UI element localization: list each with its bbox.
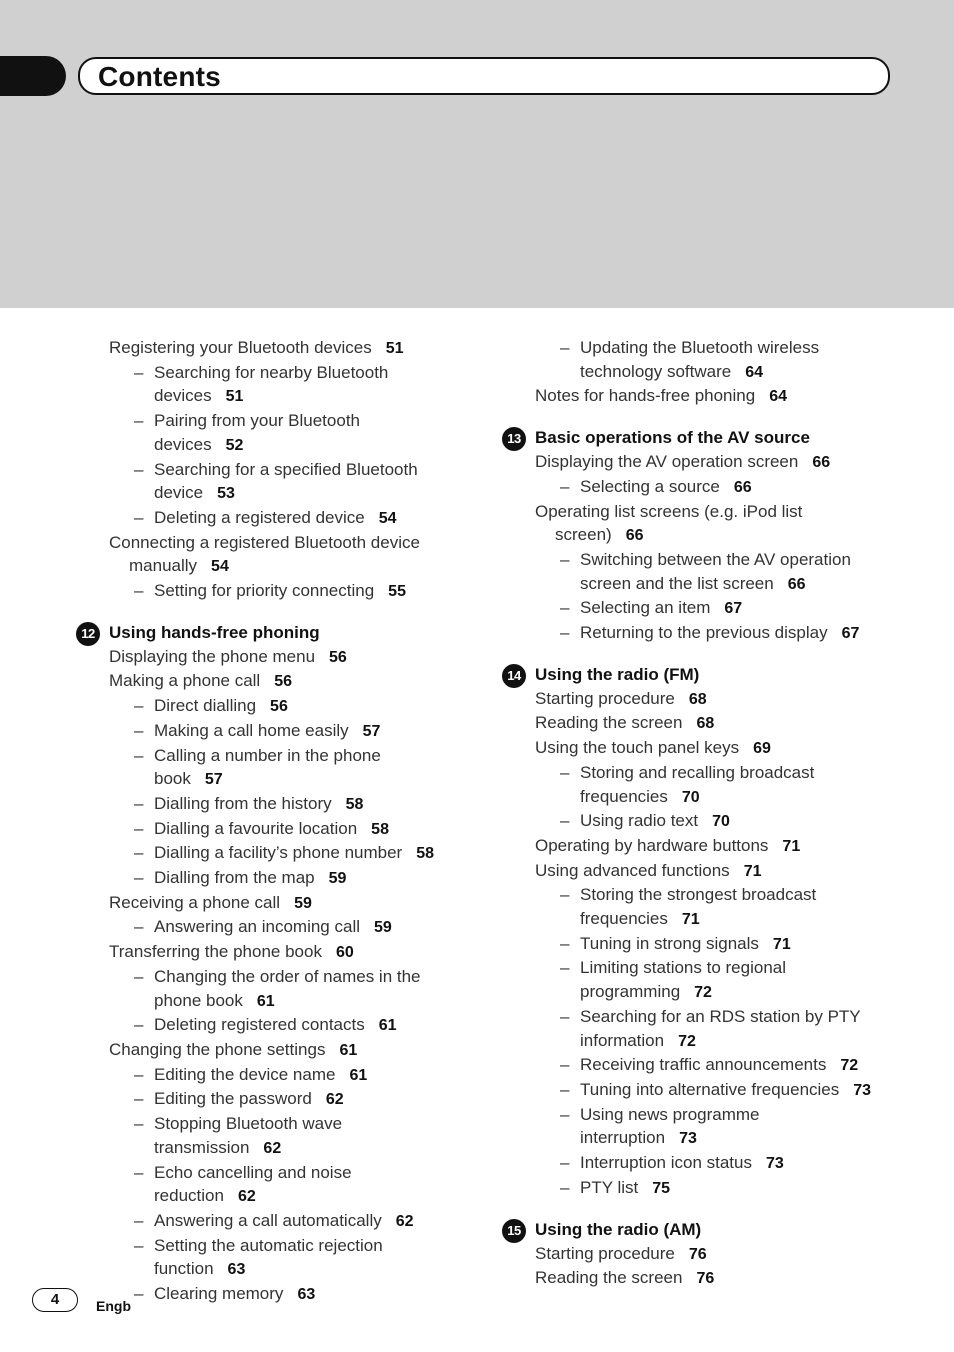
toc-subentry-line: [580, 1176, 906, 1201]
toc-subentry-line: [580, 1126, 906, 1151]
section-title: Basic operations of the AV source: [535, 428, 810, 448]
toc-subentry-title: information: [580, 1030, 665, 1050]
toc-subentry-title: interruption: [580, 1128, 666, 1148]
toc-subentry[interactable]: [60, 694, 460, 719]
dash-bullet: –: [134, 1064, 144, 1084]
dash-bullet: –: [560, 933, 570, 953]
toc-subentry-line: [154, 989, 460, 1014]
toc-subentry-line: [154, 481, 460, 506]
toc-subentry-line: [154, 1282, 460, 1307]
toc-subentry-title: programming: [580, 982, 681, 1002]
dash-bullet: –: [560, 1153, 570, 1173]
toc-subentry-title: Updating the Bluetooth wireless: [580, 338, 820, 357]
toc-page-number: 64: [745, 363, 763, 381]
toc-page-number: 58: [345, 795, 364, 813]
toc-page-number: 61: [256, 992, 275, 1010]
toc-entry[interactable]: [60, 531, 460, 579]
toc-subentry[interactable]: [60, 361, 460, 409]
toc-subentry-title: Editing the device name: [154, 1064, 336, 1084]
toc-subentry-line: [154, 792, 460, 817]
toc-subentry-line: [580, 475, 906, 500]
toc-subentry[interactable]: [486, 1151, 906, 1176]
dash-bullet: –: [134, 843, 144, 863]
toc-entry[interactable]: [486, 1266, 906, 1291]
toc-page-number: 67: [724, 600, 743, 618]
toc-page-number: 73: [679, 1130, 697, 1148]
toc-page-number: 61: [339, 1041, 358, 1059]
toc-entry-title: Changing the phone settings: [109, 1039, 326, 1059]
toc-subentry[interactable]: [60, 1112, 460, 1160]
dash-bullet: –: [134, 411, 144, 431]
toc-page-number: 57: [204, 771, 223, 789]
toc-subentry-title: Echo cancelling and noise: [154, 1162, 352, 1182]
toc-entry-title: Registering your Bluetooth devices: [109, 338, 372, 357]
toc-subentry[interactable]: [60, 1209, 460, 1234]
toc-subentry-line: [580, 809, 906, 834]
toc-entry-title: Operating list screens (e.g. iPod list: [535, 501, 803, 521]
toc-subentry[interactable]: [486, 761, 906, 809]
toc-page-number: 56: [329, 648, 347, 666]
toc-subentry[interactable]: [60, 1234, 460, 1282]
toc-entry[interactable]: [486, 450, 906, 475]
dash-bullet: –: [134, 507, 144, 527]
toc-subentry[interactable]: [486, 548, 906, 596]
toc-subentry-title: Deleting a registered device: [154, 507, 365, 527]
toc-page-number: 56: [270, 698, 288, 716]
section-number-badge: 14: [502, 664, 526, 688]
toc-page-number: 62: [237, 1188, 256, 1206]
toc-page-number: 66: [787, 575, 806, 593]
dash-bullet: –: [560, 1104, 570, 1124]
toc-entry-title: Receiving a phone call: [109, 892, 281, 912]
toc-subentry[interactable]: [486, 1078, 906, 1103]
toc-subentry-title: transmission: [154, 1137, 250, 1157]
toc-entry[interactable]: [60, 1038, 460, 1063]
toc-subentry-title: Tuning into alternative frequencies: [580, 1079, 840, 1099]
toc-subentry-line: [580, 980, 906, 1005]
dash-bullet: –: [560, 1055, 570, 1075]
toc-subentry-title: Dialling from the map: [154, 868, 315, 888]
toc-subentry[interactable]: [486, 809, 906, 834]
toc-entry-title: Displaying the phone menu: [109, 646, 316, 666]
toc-entry-title: Starting procedure: [535, 688, 675, 708]
toc-subentry-title: technology software: [580, 361, 732, 381]
toc-subentry-title: frequencies: [580, 786, 668, 806]
toc-subentry[interactable]: [60, 1087, 460, 1112]
toc-subentry-title: Calling a number in the phone: [154, 745, 381, 765]
toc-subentry[interactable]: [486, 883, 906, 931]
toc-subentry-line: [154, 1209, 460, 1234]
dash-bullet: –: [134, 868, 144, 888]
toc-subentry-title: Deleting registered contacts: [154, 1015, 365, 1035]
toc-page-number: 63: [227, 1261, 246, 1279]
toc-subentry-line: [154, 719, 460, 744]
toc-page-number: 60: [335, 944, 354, 962]
toc-subentry-line: [580, 785, 906, 810]
toc-subentry[interactable]: [60, 817, 460, 842]
toc-subentry-line: [580, 1078, 906, 1103]
dash-bullet: –: [134, 818, 144, 838]
dash-bullet: –: [134, 1015, 144, 1035]
toc-subentry[interactable]: [486, 1053, 906, 1078]
section-number-badge: 15: [502, 1219, 526, 1243]
toc-subentry-title: Dialling a facility’s phone number: [154, 843, 403, 863]
toc-subentry-line: [154, 694, 460, 719]
toc-subentry-title: device: [154, 483, 204, 503]
toc-page-number: 63: [297, 1286, 316, 1304]
toc-subentry-title: Searching for nearby Bluetooth: [154, 362, 389, 382]
toc-subentry[interactable]: [486, 1103, 906, 1151]
toc-subentry-title: Answering a call automatically: [154, 1210, 382, 1230]
toc-subentry-title: Searching for a specified Bluetooth: [154, 459, 418, 479]
dash-bullet: –: [560, 1006, 570, 1026]
toc-subentry-title: Returning to the previous display: [580, 623, 828, 643]
toc-subentry-line: [580, 621, 906, 646]
dash-bullet: –: [134, 1089, 144, 1109]
toc-page-number: 62: [395, 1212, 414, 1230]
toc-subentry[interactable]: [486, 1005, 906, 1053]
toc-page-number: 53: [217, 485, 235, 503]
dash-bullet: –: [134, 459, 144, 479]
toc-page-number: 58: [416, 845, 435, 863]
toc-page-number: 51: [225, 388, 244, 406]
toc-subentry-title: Editing the password: [154, 1089, 312, 1109]
toc-subentry-title: devices: [154, 434, 212, 454]
dash-bullet: –: [560, 762, 570, 782]
title-box: [78, 57, 890, 95]
dash-bullet: –: [134, 1114, 144, 1134]
toc-subentry[interactable]: [60, 506, 460, 531]
toc-page-number: 68: [696, 715, 715, 733]
toc-entry[interactable]: [60, 336, 460, 361]
toc-right-column: [486, 336, 906, 1291]
toc-subentry-title: Storing and recalling broadcast: [580, 762, 815, 782]
toc-entry-title: Displaying the AV operation screen: [535, 452, 799, 472]
toc-subentry-line: [580, 907, 906, 932]
chapter-tab: [0, 56, 66, 96]
toc-page-number: 62: [325, 1091, 344, 1109]
toc-entry-title-cont: screen): [555, 525, 612, 545]
section-title: Using the radio (FM): [535, 664, 700, 684]
toc-page-number: 61: [349, 1066, 368, 1084]
toc-page-number: 72: [678, 1032, 696, 1050]
toc-subentry-line: [154, 841, 460, 866]
toc-page-number: 66: [733, 478, 752, 496]
toc-subentry-line: [580, 932, 906, 957]
toc-subentry-line: [154, 433, 460, 458]
page-title: Contents: [98, 61, 221, 92]
toc-page-number: 59: [374, 919, 392, 937]
toc-subentry-title: Selecting an item: [580, 598, 711, 618]
toc-subentry-line: [154, 1013, 460, 1038]
section-heading: [60, 621, 460, 645]
dash-bullet: –: [560, 338, 570, 357]
toc-page-number: 56: [274, 673, 293, 691]
toc-subentry[interactable]: [486, 621, 906, 646]
header-band: [0, 0, 954, 308]
toc-subentry[interactable]: [60, 579, 460, 604]
dash-bullet: –: [560, 958, 570, 978]
toc-subentry[interactable]: [60, 841, 460, 866]
toc-entry-continuation: [535, 523, 906, 548]
toc-subentry-title: Storing the strongest broadcast: [580, 885, 817, 905]
toc-subentry-line: [154, 579, 460, 604]
toc-subentry-line: [154, 915, 460, 940]
toc-subentry-line: [580, 360, 906, 385]
dash-bullet: –: [134, 1235, 144, 1255]
toc-entry[interactable]: [60, 669, 460, 694]
dash-bullet: –: [560, 623, 570, 643]
toc-page-number: 68: [688, 690, 707, 708]
toc-page-number: 76: [688, 1245, 707, 1263]
toc-subentry-line: [154, 1063, 460, 1088]
section-heading: [486, 1218, 906, 1242]
toc-page-number: 57: [362, 722, 381, 740]
toc-subentry-line: [580, 1053, 906, 1078]
toc-subentry-title: frequencies: [580, 909, 668, 929]
section-title: Using hands-free phoning: [109, 622, 320, 642]
dash-bullet: –: [560, 1079, 570, 1099]
toc-entry[interactable]: [486, 834, 906, 859]
toc-page-number: 54: [211, 558, 229, 576]
toc-page-number: 76: [696, 1270, 715, 1288]
toc-subentry[interactable]: [60, 1063, 460, 1088]
toc-entry-title: Starting procedure: [535, 1243, 675, 1263]
toc-entry[interactable]: [60, 891, 460, 916]
toc-subentry-title: Tuning in strong signals: [580, 933, 759, 953]
toc-page-number: 71: [772, 935, 791, 953]
toc-subentry-title: function: [154, 1259, 214, 1279]
toc-subentry[interactable]: [486, 475, 906, 500]
dash-bullet: –: [560, 811, 570, 831]
toc-page-number: 52: [225, 436, 244, 454]
toc-entry[interactable]: [486, 859, 906, 884]
toc-subentry[interactable]: [486, 932, 906, 957]
toc-subentry[interactable]: [60, 866, 460, 891]
toc-subentry-line: [154, 1136, 460, 1161]
toc-page-number: 72: [694, 984, 712, 1002]
toc-page-number: 64: [769, 388, 787, 406]
toc-page-number: 58: [371, 820, 389, 838]
toc-page-number: 59: [328, 870, 347, 888]
toc-page-number: 73: [765, 1155, 784, 1173]
toc-subentry-title: Making a call home easily: [154, 720, 349, 740]
dash-bullet: –: [560, 885, 570, 905]
toc-entry[interactable]: [486, 1242, 906, 1267]
toc-subentry-line: [154, 866, 460, 891]
dash-bullet: –: [560, 549, 570, 569]
toc-subentry-title: Direct dialling: [154, 696, 257, 716]
toc-subentry[interactable]: [60, 1013, 460, 1038]
toc-subentry-line: [154, 506, 460, 531]
dash-bullet: –: [134, 745, 144, 765]
page-number: 4: [32, 1288, 78, 1312]
toc-subentry-title: Pairing from your Bluetooth: [154, 411, 360, 431]
dash-bullet: –: [560, 476, 570, 496]
toc-subentry[interactable]: [60, 458, 460, 506]
section-title: Using the radio (AM): [535, 1219, 702, 1239]
toc-page-number: 61: [378, 1017, 397, 1035]
dash-bullet: –: [134, 581, 144, 601]
toc-subentry-line: [154, 1087, 460, 1112]
language-code: Engb: [96, 1298, 131, 1314]
toc-entry-continuation: [109, 554, 460, 579]
toc-page-number: 75: [652, 1179, 671, 1197]
dash-bullet: –: [134, 720, 144, 740]
toc-entry[interactable]: [486, 500, 906, 548]
toc-subentry-title: Using news programme: [580, 1104, 760, 1124]
toc-subentry-title: Changing the order of names in the: [154, 966, 421, 986]
toc-entry[interactable]: [60, 940, 460, 965]
toc-subentry[interactable]: [60, 915, 460, 940]
toc-entry-title: Making a phone call: [109, 671, 261, 691]
toc-page-number: 55: [388, 583, 406, 601]
toc-subentry-line: [154, 767, 460, 792]
toc-page-number: 69: [753, 740, 771, 758]
toc-subentry-title: Receiving traffic announcements: [580, 1055, 827, 1075]
toc-subentry-line: [580, 1151, 906, 1176]
toc-page-number: 71: [681, 911, 700, 929]
dash-bullet: –: [134, 696, 144, 716]
toc-subentry-line: [580, 596, 906, 621]
toc-subentry-title: Stopping Bluetooth wave: [154, 1114, 343, 1134]
section-number-badge: 13: [502, 427, 526, 451]
toc-subentry-title: Answering an incoming call: [154, 917, 360, 937]
section-heading: [486, 426, 906, 450]
toc-subentry[interactable]: [60, 409, 460, 457]
toc-subentry[interactable]: [486, 1176, 906, 1201]
dash-bullet: –: [134, 793, 144, 813]
toc-subentry[interactable]: [60, 965, 460, 1013]
toc-entry-title: Operating by hardware buttons: [535, 835, 769, 855]
toc-subentry-title: reduction: [154, 1186, 224, 1206]
toc-subentry-title: Setting the automatic rejection: [154, 1235, 383, 1255]
toc-page-number: 70: [712, 813, 730, 831]
toc-subentry[interactable]: [60, 1161, 460, 1209]
toc-subentry-title: Selecting a source: [580, 476, 720, 496]
toc-entry[interactable]: [486, 736, 906, 761]
toc-page-number: 66: [625, 527, 644, 545]
toc-page-number: 51: [385, 340, 404, 357]
toc-entry[interactable]: [60, 645, 460, 670]
toc-subentry-line: [580, 1029, 906, 1054]
toc-subentry-line: [154, 1257, 460, 1282]
dash-bullet: –: [134, 1162, 144, 1182]
toc-entry-title: Reading the screen: [535, 713, 683, 733]
dash-bullet: –: [560, 1177, 570, 1197]
toc-page-number: 62: [263, 1139, 282, 1157]
toc-entry-title: Using advanced functions: [535, 860, 730, 880]
toc-subentry-line: [580, 572, 906, 597]
toc-subentry[interactable]: [60, 719, 460, 744]
toc-subentry[interactable]: [486, 336, 906, 384]
toc-entry-title: Reading the screen: [535, 1268, 683, 1288]
toc-page-number: 54: [378, 509, 397, 527]
toc-page-number: 73: [853, 1081, 872, 1099]
toc-subentry-line: [154, 817, 460, 842]
toc-subentry-title: Using radio text: [580, 811, 699, 831]
toc-subentry-title: phone book: [154, 990, 243, 1010]
toc-page-number: 67: [841, 625, 860, 643]
toc-page-number: 71: [782, 837, 801, 855]
toc-entry[interactable]: [486, 384, 906, 409]
toc-subentry-line: [154, 384, 460, 409]
toc-subentry-title: Searching for an RDS station by PTY: [580, 1006, 861, 1026]
toc-entry-title: Using the touch panel keys: [535, 738, 740, 758]
toc-subentry[interactable]: [486, 956, 906, 1004]
toc-subentry-title: Switching between the AV operation: [580, 549, 851, 569]
toc-entry-title-cont: manually: [129, 556, 198, 576]
dash-bullet: –: [134, 1210, 144, 1230]
toc-left-column: [60, 336, 460, 1307]
toc-entry-title: Transferring the phone book: [109, 942, 322, 962]
dash-bullet: –: [134, 362, 144, 382]
toc-subentry-title: devices: [154, 386, 212, 406]
toc-subentry-title: screen and the list screen: [580, 573, 774, 593]
toc-subentry[interactable]: [60, 792, 460, 817]
toc-page-number: 66: [812, 454, 831, 472]
toc-page-number: 72: [840, 1057, 859, 1075]
dash-bullet: –: [134, 1284, 144, 1304]
toc-subentry-title: Limiting stations to regional: [580, 958, 787, 978]
toc-subentry-title: Setting for priority connecting: [154, 581, 375, 601]
toc-entry-title: Connecting a registered Bluetooth device: [109, 532, 420, 552]
toc-subentry-title: Interruption icon status: [580, 1153, 752, 1173]
toc-subentry-title: Dialling from the history: [154, 793, 332, 813]
toc-subentry-title: Dialling a favourite location: [154, 818, 358, 838]
section-number-badge: 12: [76, 622, 100, 646]
toc-page-number: 71: [743, 862, 762, 880]
toc-subentry-title: book: [154, 769, 191, 789]
section-heading: [486, 663, 906, 687]
toc-subentry[interactable]: [486, 596, 906, 621]
toc-subentry-line: [154, 1184, 460, 1209]
dash-bullet: –: [560, 598, 570, 618]
dash-bullet: –: [134, 966, 144, 986]
toc-entry-title: Notes for hands-free phoning: [535, 386, 756, 406]
toc-subentry-title: Clearing memory: [154, 1284, 284, 1304]
dash-bullet: –: [134, 917, 144, 937]
toc-entry[interactable]: [486, 711, 906, 736]
toc-entry[interactable]: [486, 687, 906, 712]
toc-subentry-title: PTY list: [580, 1177, 639, 1197]
toc-page-number: 70: [681, 788, 700, 806]
toc-subentry[interactable]: [60, 744, 460, 792]
toc-page-number: 59: [294, 894, 312, 912]
